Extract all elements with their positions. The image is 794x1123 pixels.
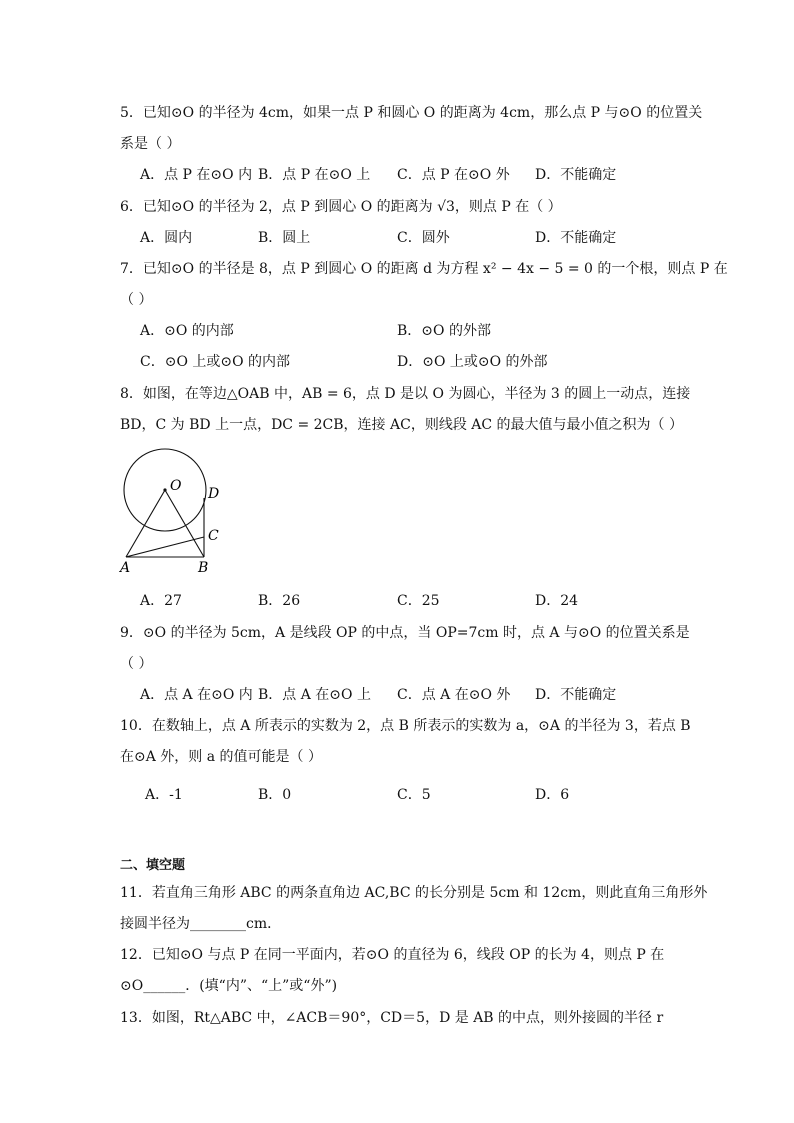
q10-option-d[interactable]: D．6 — [535, 787, 570, 803]
q12-stem-line1: 12．已知⊙O 与点 P 在同一平面内，若⊙O 的直径为 6，线段 OP 的长为 4，则点 P 在 — [120, 947, 665, 963]
label-o: O — [170, 478, 182, 494]
q5-option-c[interactable]: C．点 P 在⊙O 外 — [397, 167, 510, 183]
q13-stem-line1: 13．如图，Rt△ABC 中，∠ACB＝90°，CD＝5，D 是 AB 的中点，则外接圆的半径 r — [120, 1010, 664, 1026]
q6-option-c[interactable]: C．圆外 — [397, 230, 450, 246]
q9-option-c[interactable]: C．点 A 在⊙O 外 — [397, 687, 511, 703]
q10-option-c[interactable]: C．5 — [397, 787, 431, 803]
segment-oa — [126, 490, 165, 557]
q6-stem-line1: 6．已知⊙O 的半径为 2，点 P 到圆心 O 的距离为 √3，则点 P 在（ ） — [120, 199, 562, 215]
q6-option-b[interactable]: B．圆上 — [258, 230, 311, 246]
q9-stem-line1: 9．⊙O 的半径为 5cm，A 是线段 OP 的中点，当 OP=7cm 时，点 A 与⊙O 的位置关系是 — [120, 625, 690, 641]
q8-option-a[interactable]: A．27 — [140, 593, 182, 609]
q10-option-a[interactable]: A．-1 — [145, 787, 183, 803]
label-b: B — [198, 560, 209, 576]
q9-option-a[interactable]: A．点 A 在⊙O 内 — [140, 687, 253, 703]
q9-stem-line2: （ ） — [120, 656, 153, 672]
section-title-fill-in: 二、填空题 — [120, 858, 186, 873]
q7-stem-line1: 7．已知⊙O 的半径是 8，点 P 到圆心 O 的距离 d 为方程 x² − 4x − 5 = 0 的一个根，则点 P 在 — [120, 261, 728, 277]
q7-option-c[interactable]: C．⊙O 上或⊙O 的内部 — [140, 354, 291, 370]
q5-stem-line2: 系是（ ） — [120, 136, 181, 152]
q8-figure — [112, 440, 237, 580]
q7-option-a[interactable]: A．⊙O 的内部 — [140, 323, 234, 339]
segment-ob — [165, 490, 204, 557]
q8-option-c[interactable]: C．25 — [397, 593, 440, 609]
q8-options — [140, 591, 700, 611]
q6-options — [140, 228, 700, 248]
segment-ac — [126, 537, 204, 557]
q10-stem-line2: 在⊙A 外，则 a 的值可能是（ ） — [120, 749, 322, 765]
q5-option-d[interactable]: D．不能确定 — [535, 167, 617, 183]
q5-option-b[interactable]: B．点 P 在⊙O 上 — [258, 167, 371, 183]
q6-option-a[interactable]: A．圆内 — [140, 230, 193, 246]
q8-option-b[interactable]: B．26 — [258, 593, 301, 609]
q8-stem-line1: 8．如图，在等边△OAB 中，AB = 6，点 D 是以 O 为圆心，半径为 3 的圆上一动点，连接 — [120, 386, 691, 402]
q9-option-d[interactable]: D．不能确定 — [535, 687, 617, 703]
q7-options-row2 — [140, 352, 700, 372]
q5-options — [140, 165, 700, 185]
q11-stem-line1: 11．若直角三角形 ABC 的两条直角边 AC,BC 的长分别是 5cm 和 12cm，则此直角三角形外 — [120, 885, 708, 901]
q9-option-b[interactable]: B．点 A 在⊙O 上 — [258, 687, 371, 703]
label-a: A — [120, 560, 131, 576]
q8-stem-line2: BD，C 为 BD 上一点，DC = 2CB，连接 AC，则线段 AC 的最大值与最小值之积为（ ） — [120, 417, 684, 433]
q11-stem-line2: 接圆半径为________cm． — [120, 916, 282, 932]
q7-stem-line2: （ ） — [120, 292, 153, 308]
label-d: D — [208, 486, 220, 502]
q10-stem-line1: 10．在数轴上，点 A 所表示的实数为 2，点 B 所表示的实数为 a，⊙A 的半径为 3，若点 B — [120, 718, 691, 734]
q9-options — [140, 685, 700, 705]
q5-option-a[interactable]: A．点 P 在⊙O 内 — [140, 167, 253, 183]
q7-option-b[interactable]: B．⊙O 的外部 — [397, 323, 491, 339]
point-o — [163, 488, 166, 491]
q6-option-d[interactable]: D．不能确定 — [535, 230, 617, 246]
q7-options-row1 — [140, 321, 700, 341]
q10-options — [145, 785, 705, 805]
q8-option-d[interactable]: D．24 — [535, 593, 579, 609]
q12-stem-line2: ⊙O______．(填“内”、“上”或“外”) — [120, 978, 338, 994]
q7-option-d[interactable]: D．⊙O 上或⊙O 的外部 — [397, 354, 548, 370]
q10-option-b[interactable]: B．0 — [258, 787, 292, 803]
q5-stem-line1: 5．已知⊙O 的半径为 4cm，如果一点 P 和圆心 O 的距离为 4cm，那么点 P 与⊙O 的位置关 — [120, 105, 703, 121]
label-c: C — [208, 528, 219, 544]
